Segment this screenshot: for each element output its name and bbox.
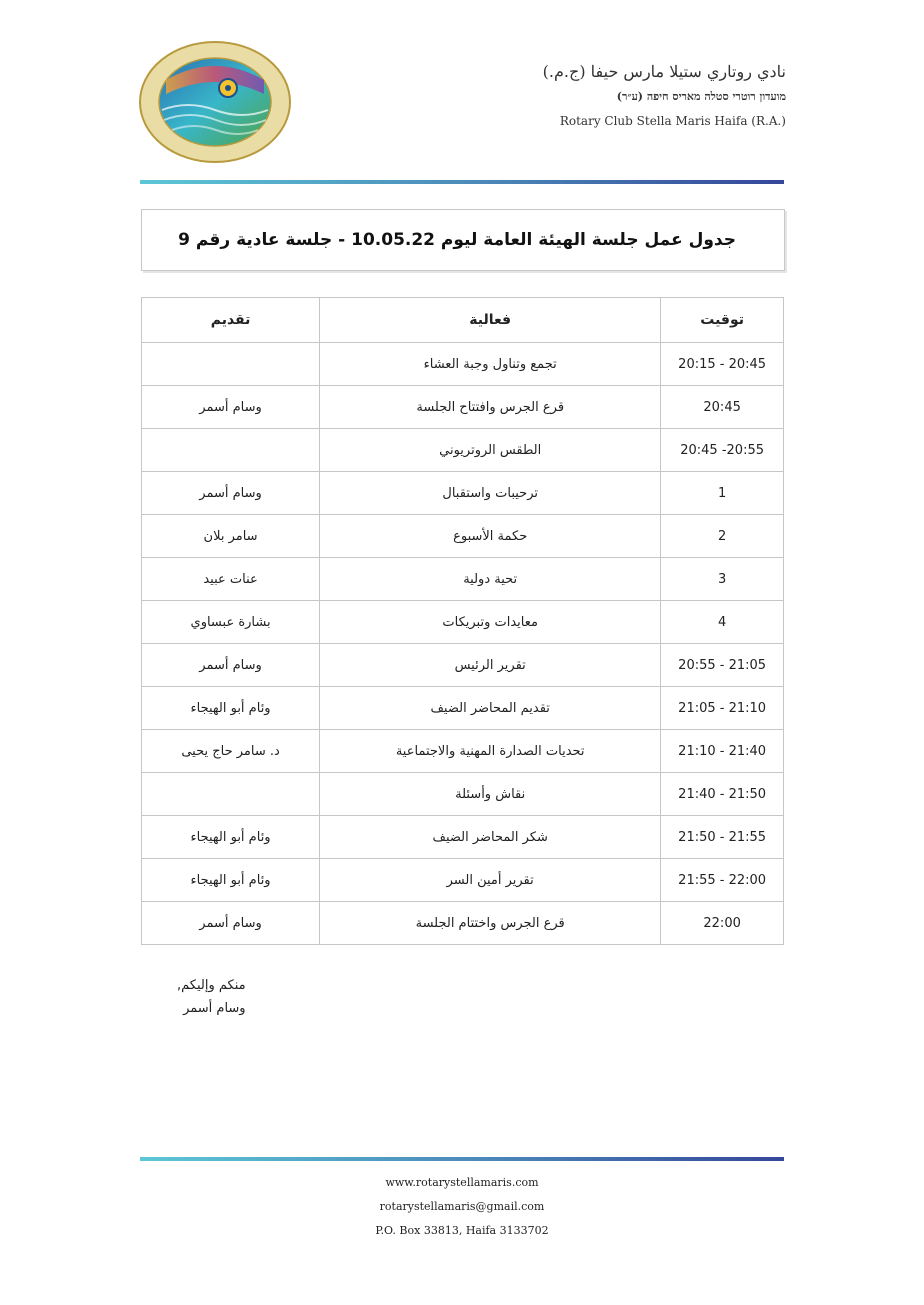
closing-greeting: منكم وإليكم, [177,978,246,993]
time-cell: 21:05 - 21:10 [661,687,784,730]
presenter-cell [142,773,320,816]
footer-divider [140,1157,784,1161]
table-row [142,773,784,816]
activity-cell: معايدات وتبريكات [320,601,661,644]
activity-cell: الطقس الروتريوني [320,429,661,472]
table-header-row [142,298,784,343]
header-activity: فعالية [320,298,661,343]
header-presenter: تقديم [142,298,320,343]
activity-cell: تجمع وتناول وجبة العشاء [320,343,661,386]
club-header [543,62,786,128]
footer-email[interactable]: rotarystellamaris@gmail.com [379,1200,545,1213]
time-cell: 21:40 - 21:50 [661,773,784,816]
presenter-cell [142,429,320,472]
table-row [142,687,784,730]
footer-website[interactable]: www.rotarystellamaris.com [385,1176,539,1189]
presenter-cell: وئام أبو الهيجاء [142,859,320,902]
club-name-arabic: نادي روتاري ستيلا مارس حيفا (ج.م.) [542,62,786,81]
time-cell: 20:15 - 20:45 [661,343,784,386]
time-cell: 21:10 - 21:40 [661,730,784,773]
footer [0,1176,924,1248]
presenter-cell: وسام أسمر [142,472,320,515]
header-divider [140,180,784,184]
activity-cell: تقرير أمين السر [320,859,661,902]
activity-cell: تحديات الصدارة المهنية والاجتماعية [320,730,661,773]
presenter-cell [142,343,320,386]
table-row [142,816,784,859]
time-cell: 22:00 [661,902,784,945]
table-row [142,472,784,515]
closing-signature [177,978,246,1024]
activity-cell: قرع الجرس واختتام الجلسة [320,902,661,945]
presenter-cell: وسام أسمر [142,644,320,687]
club-name-hebrew: מועדון רוטרי סטלה מאריס חיפה (ע״ר) [616,90,786,103]
table-row [142,558,784,601]
table-row [142,859,784,902]
presenter-cell: سامر بلان [142,515,320,558]
time-cell: 20:45 [661,386,784,429]
club-name-english: Rotary Club Stella Maris Haifa (R.A.) [559,114,786,128]
table-row [142,386,784,429]
item-number-cell: 3 [661,558,784,601]
activity-cell: تقرير الرئيس [320,644,661,687]
activity-cell: ترحيبات واستقبال [320,472,661,515]
item-number-cell: 2 [661,515,784,558]
agenda-table [141,297,784,945]
page-title: جدول عمل جلسة الهيئة العامة ليوم 10.05.22 - جلسة عادية رقم 9 [178,230,736,250]
table-row [142,601,784,644]
presenter-cell: عنات عبيد [142,558,320,601]
signatory-name: وسام أسمر [183,1001,246,1016]
table-row [142,429,784,472]
time-cell: 21:50 - 21:55 [661,816,784,859]
footer-address: P.O. Box 33813, Haifa 3133702 [375,1224,549,1237]
item-number-cell: 4 [661,601,784,644]
table-row [142,902,784,945]
time-cell: 20:45 -20:55 [661,429,784,472]
activity-cell: شكر المحاضر الضيف [320,816,661,859]
header-time: توقيت [661,298,784,343]
time-cell: 21:55 - 22:00 [661,859,784,902]
presenter-cell: وئام أبو الهيجاء [142,687,320,730]
title-box [141,209,785,271]
presenter-cell: وئام أبو الهيجاء [142,816,320,859]
activity-cell: تقديم المحاضر الضيف [320,687,661,730]
table-row [142,644,784,687]
presenter-cell: وسام أسمر [142,386,320,429]
table-row [142,515,784,558]
presenter-cell: وسام أسمر [142,902,320,945]
time-cell: 20:55 - 21:05 [661,644,784,687]
presenter-cell: بشارة عبساوي [142,601,320,644]
activity-cell: قرع الجرس وافتتاح الجلسة [320,386,661,429]
presenter-cell: د. سامر حاج يحيى [142,730,320,773]
activity-cell: نقاش وأسئلة [320,773,661,816]
item-number-cell: 1 [661,472,784,515]
club-logo [138,40,292,164]
activity-cell: تحية دولية [320,558,661,601]
table-row [142,343,784,386]
table-row [142,730,784,773]
activity-cell: حكمة الأسبوع [320,515,661,558]
